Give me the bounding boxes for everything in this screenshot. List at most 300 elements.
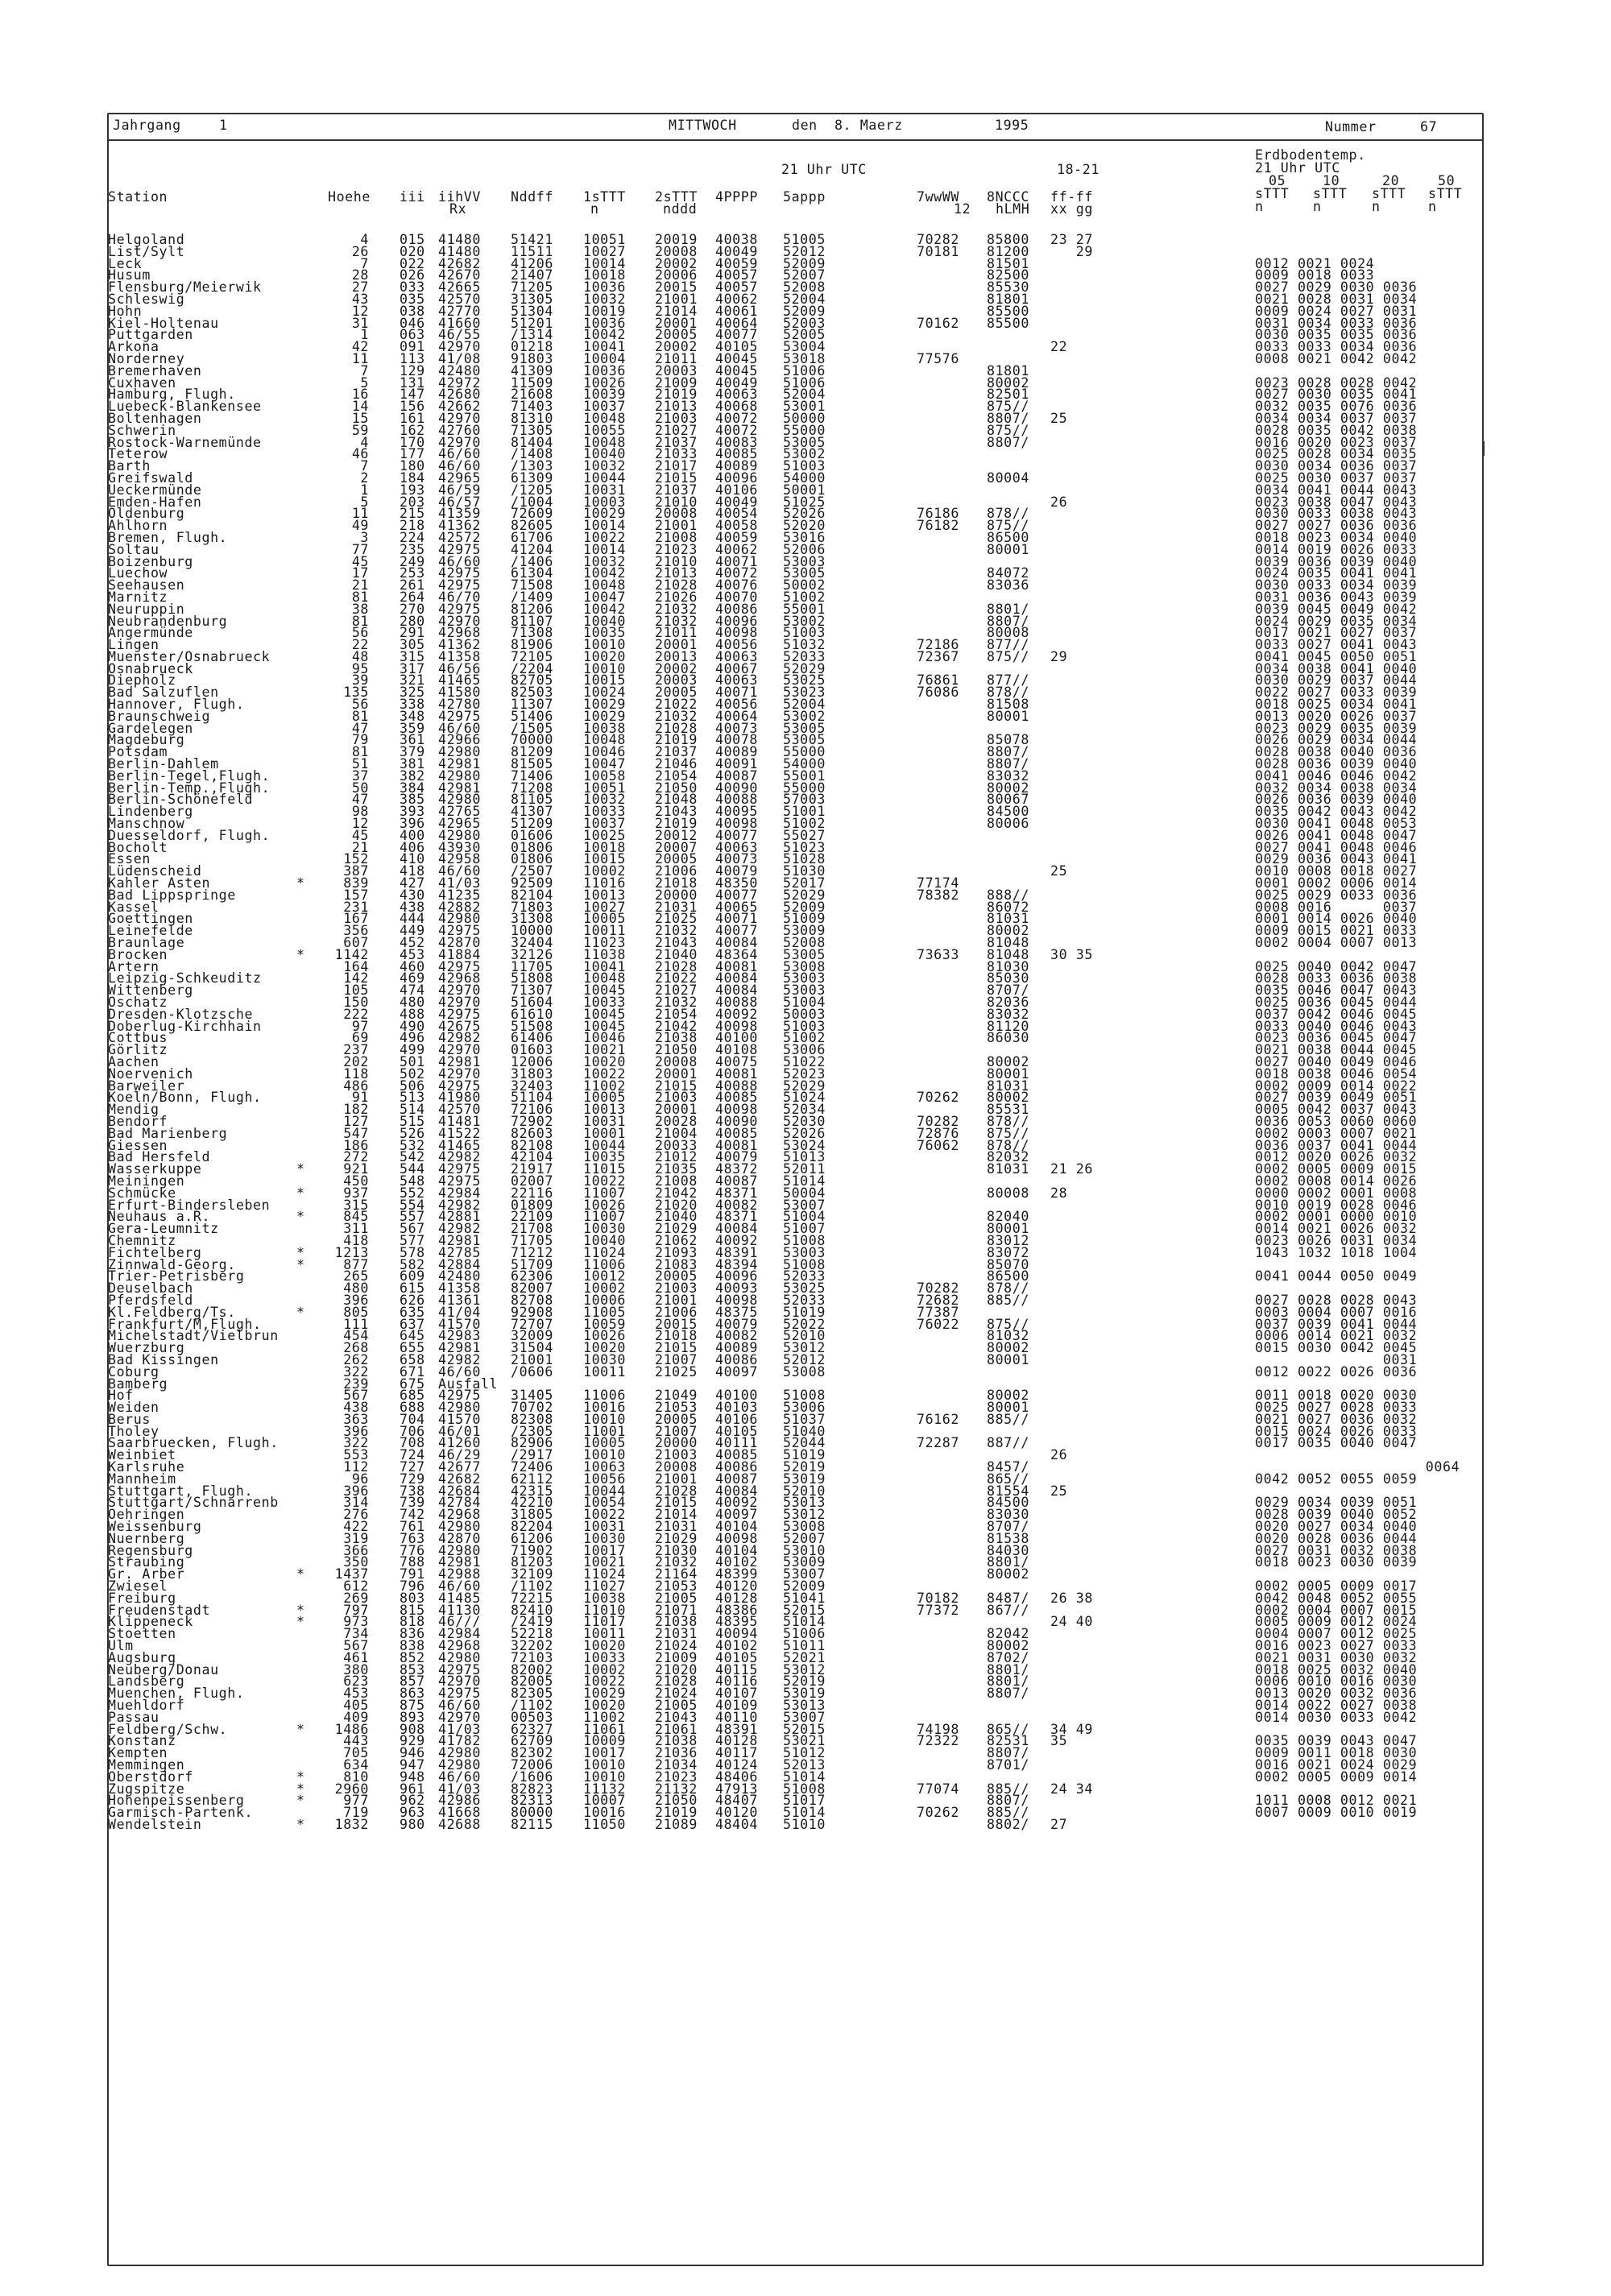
station-nddff: 71705 <box>511 1232 553 1248</box>
station-4pppp: 40063 <box>715 648 758 664</box>
station-4pppp: 48386 <box>715 1602 758 1618</box>
station-hoehe: 15 <box>351 410 369 426</box>
station-8nccc: 86072 <box>987 899 1029 915</box>
station-5appp: 52017 <box>783 875 826 892</box>
station-name: Koeln/Bonn, Flugh. <box>108 1090 262 1106</box>
station-5appp: 51004 <box>783 995 826 1010</box>
station-name: Wittenberg <box>108 983 193 999</box>
station-hoehe: 1486 <box>334 1721 369 1737</box>
station-name: Giessen <box>108 1137 168 1153</box>
station-8nccc: 888// <box>987 887 1029 903</box>
station-iihvv: 42675 <box>438 1018 481 1034</box>
station-iii: 853 <box>400 1661 425 1678</box>
station-5appp: 51008 <box>783 1232 826 1248</box>
station-8nccc: 8807/ <box>987 410 1029 426</box>
station-2sttt: 20001 <box>655 315 698 331</box>
station-nddff: 32009 <box>511 1328 553 1344</box>
station-soil: 0006 0014 0021 0032 <box>1255 1328 1418 1344</box>
station-name: Artern <box>108 958 159 974</box>
station-iii: 131 <box>400 374 425 391</box>
station-hoehe: 380 <box>343 1661 369 1678</box>
station-4pppp: 40057 <box>715 279 758 296</box>
station-4pppp: 40062 <box>715 291 758 307</box>
station-hoehe: 47 <box>351 720 369 736</box>
station-iii: 020 <box>400 243 425 259</box>
station-1sttt: 10022 <box>583 529 626 545</box>
station-4pppp: 48371 <box>715 1185 758 1201</box>
station-iii: 626 <box>400 1292 425 1308</box>
station-5appp: 52009 <box>783 1578 826 1595</box>
station-name: Hof <box>108 1388 134 1404</box>
station-4pppp: 40087 <box>715 1471 758 1487</box>
station-5appp: 53005 <box>783 565 826 581</box>
station-name: Freiburg <box>108 1590 176 1606</box>
station-hoehe: 182 <box>343 1102 369 1118</box>
station-iihvv: 41481 <box>438 1113 481 1129</box>
station-iii: 444 <box>400 911 425 927</box>
station-nddff: 82108 <box>511 1137 553 1153</box>
station-5appp: 52013 <box>783 1757 826 1773</box>
station-hoehe: 363 <box>343 1411 369 1427</box>
station-soil: 0030 0033 0034 0039 <box>1255 577 1418 594</box>
station-8nccc: 8802/ <box>987 1816 1029 1832</box>
station-4pppp: 40064 <box>715 708 758 724</box>
station-name: Greifswald <box>108 470 193 486</box>
station-ff: 26 <box>1050 1447 1068 1463</box>
station-4pppp: 40102 <box>715 1554 758 1570</box>
station-nddff: 11509 <box>511 374 553 391</box>
station-name: Bremen, Flugh. <box>108 529 228 545</box>
station-name: Freudenstadt <box>108 1602 211 1618</box>
station-iihvv: 41260 <box>438 1435 481 1451</box>
station-nddff: 61610 <box>511 1006 553 1022</box>
station-soil: 0023 0038 0047 0043 <box>1255 494 1418 510</box>
station-name: Manschnow <box>108 816 185 832</box>
station-hoehe: 11 <box>351 350 369 366</box>
station-1sttt: 10020 <box>583 648 626 664</box>
station-iihvv: 42980 <box>438 911 481 927</box>
station-iihvv: 42980 <box>438 1745 481 1761</box>
station-hoehe: 396 <box>343 1483 369 1499</box>
station-7wwww: 70282 <box>917 232 959 247</box>
station-iihvv: 42981 <box>438 1340 481 1356</box>
station-nddff: 72105 <box>511 648 553 664</box>
station-1sttt: 10011 <box>583 1363 626 1380</box>
header-divider <box>107 139 1482 141</box>
station-1sttt: 10014 <box>583 518 626 534</box>
station-iii: 963 <box>400 1805 425 1821</box>
station-2sttt: 21035 <box>655 1161 698 1177</box>
station-1sttt: 11024 <box>583 1566 626 1582</box>
station-2sttt: 21042 <box>655 1018 698 1034</box>
station-nddff: 81203 <box>511 1554 553 1570</box>
station-iihvv: 42975 <box>438 1078 481 1094</box>
station-iihvv: 41570 <box>438 1316 481 1332</box>
station-nddff: 51421 <box>511 232 553 247</box>
station-1sttt: 10030 <box>583 1221 626 1237</box>
station-1sttt: 10044 <box>583 470 626 486</box>
station-5appp: 51032 <box>783 637 826 653</box>
station-nddff: 71307 <box>511 983 553 999</box>
station-name: Seehausen <box>108 577 185 594</box>
station-nddff: /0606 <box>511 1363 553 1380</box>
station-nddff: 51304 <box>511 303 553 319</box>
station-1sttt: 10037 <box>583 816 626 832</box>
station-name: Kiel-Holtenau <box>108 315 219 331</box>
station-nddff: 11705 <box>511 958 553 974</box>
station-5appp: 53002 <box>783 613 826 629</box>
station-4pppp: 40085 <box>715 446 758 462</box>
station-1sttt: 11050 <box>583 1816 626 1832</box>
station-iihvv: 41465 <box>438 1137 481 1153</box>
station-hoehe: 973 <box>343 1614 369 1630</box>
station-2sttt: 21012 <box>655 1149 698 1165</box>
station-iii: 038 <box>400 303 425 319</box>
station-nddff: 71902 <box>511 1542 553 1558</box>
station-1sttt: 10040 <box>583 446 626 462</box>
station-2sttt: 21005 <box>655 1698 698 1714</box>
station-iii: 863 <box>400 1686 425 1702</box>
station-4pppp: 40091 <box>715 756 758 772</box>
station-1sttt: 10038 <box>583 720 626 736</box>
station-hoehe: 22 <box>351 637 369 653</box>
station-4pppp: 40056 <box>715 697 758 713</box>
station-hoehe: 17 <box>351 565 369 581</box>
station-soil: 0002 0005 0009 0017 <box>1255 1578 1418 1595</box>
station-nddff: 61309 <box>511 470 553 486</box>
station-4pppp: 40045 <box>715 362 758 379</box>
station-iii: 449 <box>400 923 425 939</box>
station-name: Fichtelberg <box>108 1244 202 1260</box>
station-hoehe: 12 <box>351 816 369 832</box>
station-4pppp: 40083 <box>715 434 758 450</box>
soil-sub-50: n <box>1428 199 1437 214</box>
station-iii: 776 <box>400 1542 425 1558</box>
station-8nccc: 80002 <box>987 1090 1029 1106</box>
station-soil: 0032 0034 0038 0034 <box>1255 780 1418 796</box>
station-8nccc: 83032 <box>987 767 1029 784</box>
station-soil: 0026 0041 0048 0047 <box>1255 827 1418 843</box>
station-8nccc: 8701/ <box>987 1757 1029 1773</box>
station-8nccc: 81048 <box>987 935 1029 951</box>
station-5appp: 51002 <box>783 816 826 832</box>
station-iihvv: 42770 <box>438 303 481 319</box>
station-1sttt: 10029 <box>583 697 626 713</box>
station-name: Mendig <box>108 1102 159 1118</box>
station-1sttt: 10030 <box>583 1351 626 1367</box>
station-2sttt: 20008 <box>655 1459 698 1475</box>
station-nddff: 82605 <box>511 518 553 534</box>
station-1sttt: 10029 <box>583 708 626 724</box>
station-name: Noervenich <box>108 1065 193 1082</box>
station-hoehe: 705 <box>343 1745 369 1761</box>
station-4pppp: 48391 <box>715 1721 758 1737</box>
station-1sttt: 10048 <box>583 434 626 450</box>
station-nddff: 11511 <box>511 243 553 259</box>
station-7wwww: 77387 <box>917 1304 959 1320</box>
station-iii: 645 <box>400 1328 425 1344</box>
station-name: Pferdsfeld <box>108 1292 193 1308</box>
station-5appp: 52008 <box>783 935 826 951</box>
station-iii: 788 <box>400 1554 425 1570</box>
station-nddff: 21001 <box>511 1351 553 1367</box>
station-nddff: 81404 <box>511 434 553 450</box>
station-8nccc: 84030 <box>987 1542 1029 1558</box>
station-1sttt: 10031 <box>583 1519 626 1535</box>
station-1sttt: 10010 <box>583 1411 626 1427</box>
station-2sttt: 21008 <box>655 1173 698 1189</box>
station-4pppp: 40088 <box>715 1078 758 1094</box>
station-iihvv: 42980 <box>438 1400 481 1416</box>
station-soil: 0033 0027 0041 0043 <box>1255 637 1418 653</box>
station-ff: 35 <box>1050 1733 1068 1749</box>
station-5appp: 53003 <box>783 983 826 999</box>
station-iihvv: 42970 <box>438 434 481 450</box>
station-soil: 0008 0021 0042 0042 <box>1255 350 1418 366</box>
mountain-station-marker: * <box>296 1244 305 1260</box>
station-2sttt: 21018 <box>655 1328 698 1344</box>
station-nddff: 51808 <box>511 970 553 987</box>
station-2sttt: 21006 <box>655 863 698 879</box>
station-8nccc: 8801/ <box>987 1554 1029 1570</box>
station-soil: 0023 0028 0028 0042 <box>1255 374 1418 391</box>
station-soil: 0042 0052 0055 0059 <box>1255 1471 1418 1487</box>
station-hoehe: 272 <box>343 1149 369 1165</box>
station-8nccc: 878// <box>987 1137 1029 1153</box>
station-name: Magdeburg <box>108 732 185 748</box>
mountain-station-marker: * <box>296 946 305 962</box>
station-iihvv: 41130 <box>438 1602 481 1618</box>
station-nddff: 01806 <box>511 851 553 867</box>
col-1sttt-sub: n <box>590 201 599 217</box>
station-nddff: 82005 <box>511 1673 553 1690</box>
station-hoehe: 2 <box>360 470 369 486</box>
station-8nccc: 8487/ <box>987 1590 1029 1606</box>
station-iii: 046 <box>400 315 425 331</box>
station-soil: 0028 0033 0036 0038 <box>1255 970 1418 987</box>
station-2sttt: 21015 <box>655 1078 698 1094</box>
col-4pppp: 4PPPP <box>715 189 758 205</box>
station-iihvv: 41668 <box>438 1805 481 1821</box>
station-iii: 532 <box>400 1137 425 1153</box>
station-4pppp: 40098 <box>715 1102 758 1118</box>
station-hoehe: 311 <box>343 1221 369 1237</box>
station-4pppp: 40079 <box>715 1316 758 1332</box>
station-8nccc: 85500 <box>987 303 1029 319</box>
station-1sttt: 10021 <box>583 1554 626 1570</box>
station-name: Barweiler <box>108 1078 185 1094</box>
station-8nccc: 8707/ <box>987 1519 1029 1535</box>
station-7wwww: 76861 <box>917 672 959 689</box>
station-4pppp: 40128 <box>715 1590 758 1606</box>
station-iii: 513 <box>400 1090 425 1106</box>
station-8nccc: 80002 <box>987 1638 1029 1654</box>
report-year: 1995 <box>995 118 1029 133</box>
station-8nccc: 8807/ <box>987 613 1029 629</box>
station-name: Lindenberg <box>108 804 193 820</box>
station-hoehe: 977 <box>343 1793 369 1809</box>
station-4pppp: 40071 <box>715 553 758 569</box>
station-soil: 0002 0001 0000 0010 <box>1255 1209 1418 1225</box>
station-name: Neuruppin <box>108 601 185 617</box>
station-nddff: 81105 <box>511 792 553 808</box>
station-5appp: 51009 <box>783 911 826 927</box>
col-ff: ff-ff <box>1050 189 1093 205</box>
station-nddff: 32202 <box>511 1638 553 1654</box>
station-8nccc: 865// <box>987 1471 1029 1487</box>
station-4pppp: 40087 <box>715 767 758 784</box>
station-1sttt: 10003 <box>583 494 626 510</box>
station-hoehe: 396 <box>343 1423 369 1439</box>
station-iii: 270 <box>400 601 425 617</box>
station-hoehe: 937 <box>343 1185 369 1201</box>
station-name: Hohenpeissenberg <box>108 1793 245 1809</box>
station-iihvv: 42966 <box>438 732 481 748</box>
station-iihvv: 42975 <box>438 1388 481 1404</box>
station-5appp: 51014 <box>783 1769 826 1785</box>
jahrgang-label: Jahrgang <box>113 118 181 133</box>
station-name: Cuxhaven <box>108 374 176 391</box>
station-soil: 0027 0027 0036 0036 <box>1255 518 1418 534</box>
station-2sttt: 21023 <box>655 541 698 557</box>
station-1sttt: 10042 <box>583 327 626 343</box>
station-2sttt: 21007 <box>655 1423 698 1439</box>
station-iii: 348 <box>400 708 425 724</box>
station-iihvv: 42980 <box>438 744 481 760</box>
station-iihvv: 42975 <box>438 601 481 617</box>
station-2sttt: 21015 <box>655 1340 698 1356</box>
station-name: Oldenburg <box>108 506 185 522</box>
jahrgang-value: 1 <box>219 118 228 133</box>
station-nddff: /1406 <box>511 553 553 569</box>
station-hoehe: 422 <box>343 1519 369 1535</box>
station-hoehe: 269 <box>343 1590 369 1606</box>
station-name: Garmisch-Partenk. <box>108 1805 254 1821</box>
station-2sttt: 20007 <box>655 839 698 855</box>
station-soil: 0024 0035 0041 0041 <box>1255 565 1418 581</box>
station-2sttt: 21031 <box>655 1626 698 1642</box>
station-hoehe: 454 <box>343 1328 369 1344</box>
station-ff: 25 <box>1050 410 1068 426</box>
station-1sttt: 10026 <box>583 1328 626 1344</box>
station-iihvv: 42881 <box>438 1209 481 1225</box>
station-table <box>0 234 1611 1831</box>
station-name: Feldberg/Schw. <box>108 1721 228 1737</box>
station-2sttt: 21038 <box>655 1733 698 1749</box>
station-1sttt: 11015 <box>583 1161 626 1177</box>
station-soil: 0014 0019 0026 0033 <box>1255 541 1418 557</box>
station-nddff: 42104 <box>511 1149 553 1165</box>
station-4pppp: 40082 <box>715 1197 758 1213</box>
station-name: Neubrandenburg <box>108 613 228 629</box>
station-2sttt: 21071 <box>655 1602 698 1618</box>
station-1sttt: 10042 <box>583 601 626 617</box>
station-name: Wuerzburg <box>108 1340 185 1356</box>
station-8nccc: 80002 <box>987 1566 1029 1582</box>
station-1sttt: 10047 <box>583 756 626 772</box>
station-4pppp: 40089 <box>715 1340 758 1356</box>
station-2sttt: 21030 <box>655 1542 698 1558</box>
station-8nccc: 81501 <box>987 255 1029 271</box>
station-2sttt: 21020 <box>655 1197 698 1213</box>
station-1sttt: 10029 <box>583 1686 626 1702</box>
station-2sttt: 21003 <box>655 1090 698 1106</box>
station-iii: 129 <box>400 362 425 379</box>
station-ff: 21 26 <box>1050 1161 1093 1177</box>
station-iihvv: 42980 <box>438 1649 481 1665</box>
station-1sttt: 10013 <box>583 887 626 903</box>
station-5appp: 53016 <box>783 529 826 545</box>
station-1sttt: 10031 <box>583 482 626 498</box>
mountain-station-marker: * <box>296 1161 305 1177</box>
station-4pppp: 40085 <box>715 1125 758 1141</box>
station-soil: 0025 0030 0037 0037 <box>1255 470 1418 486</box>
station-8nccc: 82032 <box>987 1149 1029 1165</box>
station-soil: 0012 0022 0026 0036 <box>1255 1363 1418 1380</box>
station-soil: 0001 0014 0026 0040 <box>1255 911 1418 927</box>
station-iihvv: 42984 <box>438 1185 481 1201</box>
station-5appp: 51002 <box>783 1030 826 1046</box>
station-5appp: 55000 <box>783 422 826 438</box>
station-soil: 0003 0004 0007 0016 <box>1255 1304 1418 1320</box>
station-iihvv: 41/03 <box>438 1721 481 1737</box>
station-hoehe: 7 <box>360 362 369 379</box>
station-1sttt: 10051 <box>583 780 626 796</box>
station-1sttt: 10027 <box>583 243 626 259</box>
station-2sttt: 20005 <box>655 1411 698 1427</box>
station-iii: 671 <box>400 1363 425 1380</box>
station-5appp: 50004 <box>783 1185 826 1201</box>
station-5appp: 52007 <box>783 1530 826 1546</box>
station-iii: 035 <box>400 291 425 307</box>
station-1sttt: 10010 <box>583 1769 626 1785</box>
station-7wwww: 74198 <box>917 1721 959 1737</box>
station-iii: 382 <box>400 767 425 784</box>
station-4pppp: 40093 <box>715 1280 758 1297</box>
mountain-station-marker: * <box>296 1614 305 1630</box>
station-1sttt: 10025 <box>583 827 626 843</box>
station-nddff: 80000 <box>511 1805 553 1821</box>
station-2sttt: 21008 <box>655 529 698 545</box>
station-5appp: 51008 <box>783 1781 826 1797</box>
station-hoehe: 623 <box>343 1673 369 1690</box>
station-iii: 637 <box>400 1316 425 1332</box>
station-iii: 577 <box>400 1232 425 1248</box>
station-5appp: 51012 <box>783 1745 826 1761</box>
station-8nccc: 81200 <box>987 243 1029 259</box>
station-soil: 0021 0031 0030 0032 <box>1255 1649 1418 1665</box>
station-iihvv: 46/56 <box>438 660 481 676</box>
station-iii: 704 <box>400 1411 425 1427</box>
station-5appp: 51008 <box>783 1256 826 1272</box>
station-hoehe: 634 <box>343 1757 369 1773</box>
station-iii: 026 <box>400 267 425 283</box>
station-iii: 321 <box>400 672 425 689</box>
station-5appp: 53002 <box>783 708 826 724</box>
station-soil: 0025 0036 0045 0044 <box>1255 995 1418 1010</box>
station-2sttt: 21011 <box>655 625 698 641</box>
station-name: Neuberg/Donau <box>108 1661 219 1678</box>
station-2sttt: 20008 <box>655 243 698 259</box>
station-name: Landsberg <box>108 1673 185 1690</box>
station-1sttt: 10015 <box>583 672 626 689</box>
station-soil: 0025 0028 0034 0035 <box>1255 446 1418 462</box>
station-hoehe: 142 <box>343 970 369 987</box>
station-iii: 218 <box>400 518 425 534</box>
station-name: Klippeneck <box>108 1614 193 1630</box>
station-4pppp: 40079 <box>715 1149 758 1165</box>
station-soil: 0005 0009 0012 0024 <box>1255 1614 1418 1630</box>
